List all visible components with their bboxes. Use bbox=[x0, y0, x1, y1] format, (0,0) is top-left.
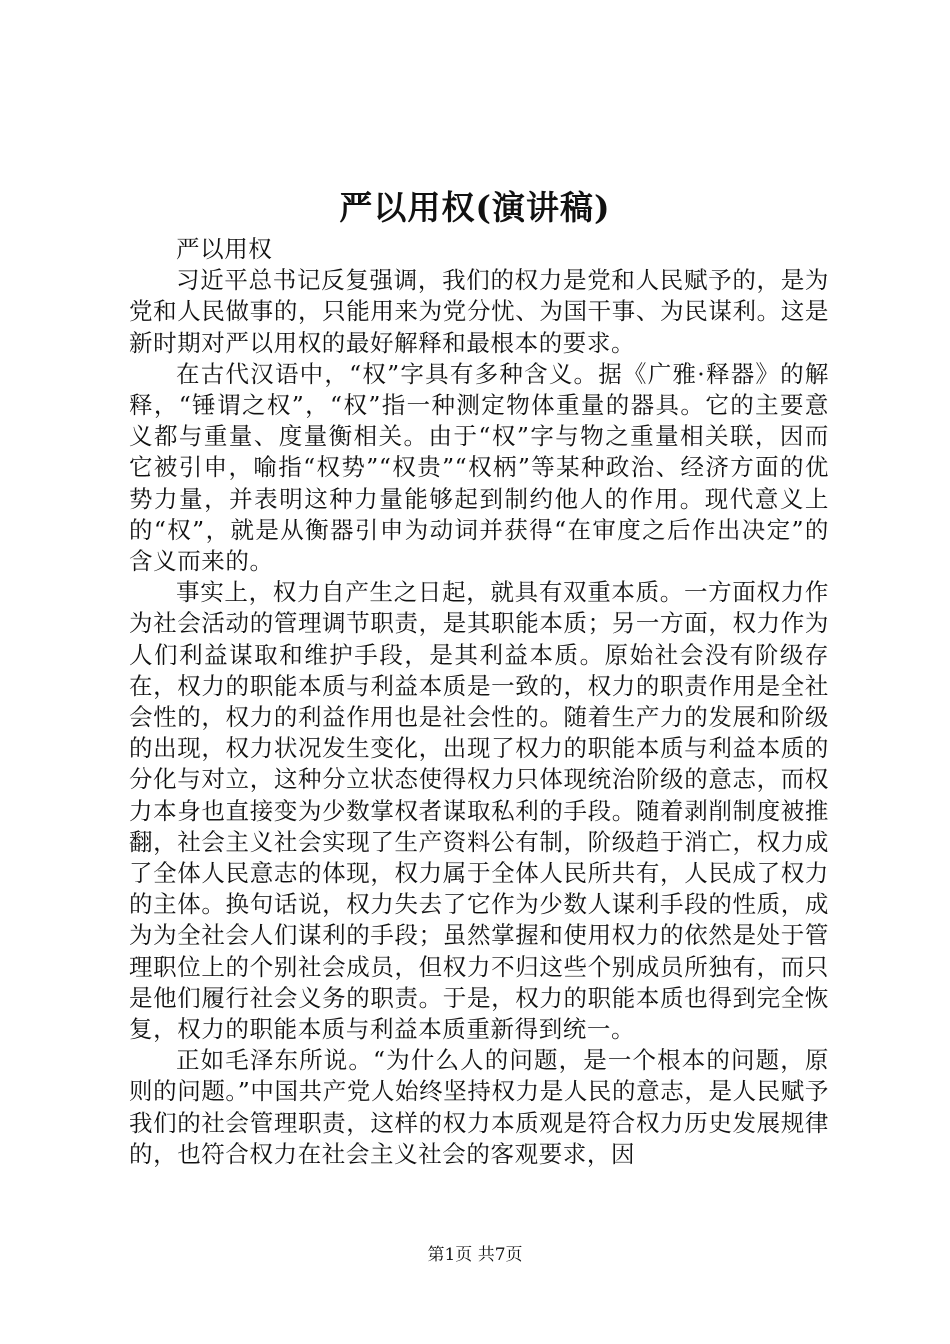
paragraph: 在古代汉语中，“权”字具有多种含义。据《广雅·释器》的解释，“锤谓之权”，“权”指一种测定物体重量的器具。它的主要意义都与重量、度量衡相关。由于“权”字与物之重量相关联，因而它被引申，喻指“权势”“权贵”“权柄”等某种政治、经济方面的优势力量，并表明这种力量能够起到制约他人的作用。现代意义上的“权”，就是从衡器引申为动词并获得“在审度之后作出决定”的含义而来的。 bbox=[129, 359, 829, 576]
document-title: 严以用权(演讲稿) bbox=[339, 188, 611, 227]
paragraph-subtitle: 严以用权 bbox=[176, 235, 273, 263]
paragraph: 事实上，权力自产生之日起，就具有双重本质。一方面权力作为社会活动的管理调节职责，是其职能本质；另一方面，权力作为人们利益谋取和维护手段，是其利益本质。原始社会没有阶级存在，权力的职能本质与利益本质是一致的，权力的职责作用是全社会性的，权力的利益作用也是社会性的。随着生产力的发展和阶级的出现，权力状况发生变化，出现了权力的职能本质与利益本质的分化与对立，这种分立状态使得权力只体现统治阶级的意志，而权力本身也直接变为少数掌权者谋取私利的手段。随着剥削制度被推翻，社会主义社会实现了生产资料公有制，阶级趋于消亡，权力成了全体人民意志的体现，权力属于全体人民所共有，人民成了权力的主体。换句话说，权力失去了它作为少数人谋利手段的性质，成为为全社会人们谋利的手段；虽然掌握和使用权力的依然是处于管理职位上的个别社会成员，但权力不归这些个别成员所独有，而只是他们履行社会义务的职责。于是，权力的职能本质也得到完全恢复，权力的职能本质与利益本质重新得到统一。 bbox=[129, 578, 829, 1044]
paragraph: 正如毛泽东所说。“为什么人的问题，是一个根本的问题，原则的问题。”中国共产党人始终坚持权力是人民的意志，是人民赋予我们的社会管理职责，这样的权力本质观是符合权力历史发展规律的，也符合权力在社会主义社会的客观要求，因 bbox=[129, 1046, 829, 1168]
paragraph: 习近平总书记反复强调，我们的权力是党和人民赋予的，是为党和人民做事的，只能用来为党分忧、为国干事、为民谋利。这是新时期对严以用权的最好解释和最根本的要求。 bbox=[129, 266, 829, 357]
page-number-footer: 第1页 共7页 bbox=[427, 1245, 523, 1265]
document-body bbox=[129, 234, 829, 1170]
